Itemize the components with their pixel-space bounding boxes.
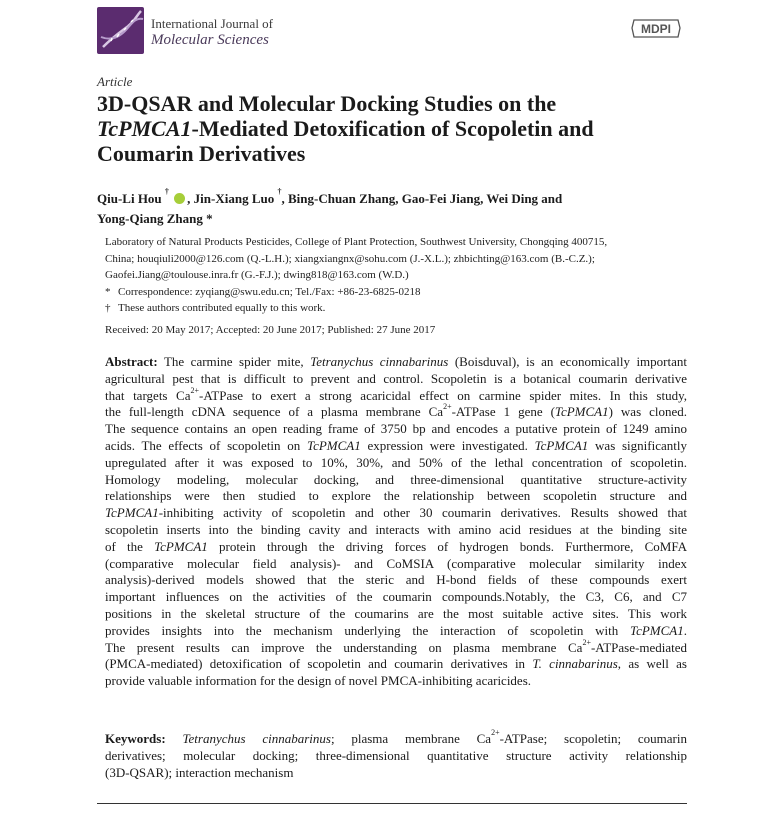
abstract-line bbox=[105, 385, 687, 405]
gene-name: TcPMCA1 bbox=[307, 437, 361, 453]
abstract-line: analysis)-derived models showed that the steric and H-bond fields of these compounds exert bbox=[105, 572, 687, 588]
author-line-2 bbox=[97, 209, 737, 229]
keywords-line bbox=[105, 730, 687, 747]
abstract-line: Homology modeling, molecular docking, and three-dimensional quantitative structure-activity bbox=[105, 471, 687, 487]
abstract-text: The present results can improve the understanding on plasma membrane Ca bbox=[105, 639, 583, 655]
abstract-line: agricultural pest that is difficult to prevent and control. Scopoletin is a botanical coumarin derivative bbox=[105, 370, 687, 386]
mdpi-logo bbox=[631, 18, 681, 39]
ion-charge: 2+ bbox=[443, 402, 452, 412]
abstract-text: the full-length cDNA sequence of a plasma membrane Ca bbox=[105, 404, 444, 420]
abstract-text: The carmine spider mite, bbox=[157, 354, 311, 369]
abstract-text: . bbox=[683, 622, 687, 638]
abstract-line bbox=[105, 623, 687, 640]
publisher-name: MDPI bbox=[641, 22, 671, 36]
title-line-1: 3D-QSAR and Molecular Docking Studies on the bbox=[97, 91, 557, 116]
abstract-text: expression were investigated. bbox=[360, 437, 535, 453]
abstract-line bbox=[105, 354, 687, 371]
abstract-line bbox=[105, 505, 687, 522]
keywords-text: ; plasma membrane Ca bbox=[330, 731, 492, 746]
author-corresponding: Yong-Qiang Zhang bbox=[97, 211, 203, 226]
equal-contribution-line bbox=[105, 300, 705, 317]
corresponding-mark: * bbox=[206, 211, 213, 226]
abstract-text: -inhibiting activity of scopoletin and other 30 coumarin derivatives. Results showed that bbox=[158, 505, 687, 521]
keywords-text: -ATPase; scopoletin; coumarin bbox=[499, 731, 687, 746]
title-line-3: Coumarin Derivatives bbox=[97, 141, 306, 166]
keyword-species: Tetranychus cinnabarinus bbox=[182, 731, 331, 746]
ion-charge: 2+ bbox=[491, 728, 500, 737]
abstract-text: -ATPase 1 gene ( bbox=[451, 404, 555, 420]
orcid-icon[interactable] bbox=[174, 193, 185, 204]
affiliation-line: Gaofei.Jiang@toulouse.inra.fr (G.-F.J.); dwing818@163.com (W.D.) bbox=[105, 269, 409, 282]
species-name: T. cinnabarinus bbox=[532, 656, 618, 672]
abstract-line bbox=[105, 656, 687, 673]
correspondence-mark: * bbox=[105, 285, 111, 298]
title-line-2-rest: -Mediated Detoxification of Scopoletin and bbox=[191, 116, 594, 141]
abstract-text: -ATPase to exert a strong acaricidal effect on carmine spider mites. In this study, bbox=[199, 387, 687, 403]
authors-rest: , Bing-Chuan Zhang, Gao-Fei Jiang, Wei Ding and bbox=[281, 191, 563, 206]
abstract-line: scopoletin inserts into the binding cavity and interacts with amino acid residues at the binding site bbox=[105, 521, 687, 537]
abstract-line: relationships were then studied to explore the relationship between scopoletin structure and bbox=[105, 488, 687, 504]
abstract-line: provide valuable information for the design of novel PMCA-inhibiting acaricides. bbox=[105, 673, 532, 689]
author-list bbox=[97, 189, 737, 229]
affiliation-line: Laboratory of Natural Products Pesticides, College of Plant Protection, Southwest University, Chongqing 400715, bbox=[105, 236, 608, 248]
abstract-text: of the bbox=[105, 538, 155, 554]
abstract-line: positions in the skeletal structure of the coumarins are the most suitable active sites. This work bbox=[105, 605, 687, 621]
correspondence-line bbox=[105, 284, 705, 301]
abstract-text: was significantly bbox=[588, 437, 687, 453]
abstract-label: Abstract: bbox=[105, 354, 158, 369]
publication-dates: Received: 20 May 2017; Accepted: 20 June 2017; Published: 27 June 2017 bbox=[105, 324, 436, 336]
equal-contribution-mark: † bbox=[164, 187, 169, 196]
keywords-line: derivatives; molecular docking; three-dimensional quantitative structure activity relationship bbox=[105, 748, 687, 763]
author-line-1 bbox=[97, 189, 737, 209]
equal-contribution-mark: † bbox=[277, 187, 282, 196]
abstract-text: acids. The effects of scopoletin on bbox=[105, 437, 308, 453]
journal-name bbox=[151, 15, 273, 49]
abstract-text: (Boisduval), is an economically important bbox=[448, 354, 687, 369]
journal-name-line1: International Journal of bbox=[151, 16, 274, 31]
affiliation-line: China; houqiuli2000@126.com (Q.-L.H.); xiangxiangnx@sohu.com (J.-X.L.); zhbichting@163.com (B.-C.Z.); bbox=[105, 252, 595, 265]
keywords-line: (3D-QSAR); interaction mechanism bbox=[105, 765, 294, 780]
correspondence-text: Correspondence: zyqiang@swu.edu.cn; Tel./Fax: +86-23-6825-0218 bbox=[118, 285, 421, 298]
article-type: Article bbox=[97, 74, 133, 89]
affiliation-block bbox=[105, 234, 705, 317]
gene-name: TcPMCA1 bbox=[154, 538, 208, 554]
abstract-text: (PMCA-mediated) detoxification of scopoletin and coumarin derivatives in bbox=[105, 656, 533, 672]
author-2: , Jin-Xiang Luo bbox=[187, 191, 275, 206]
abstract-text: ) was cloned. bbox=[608, 404, 688, 420]
dna-helix-icon bbox=[97, 7, 144, 54]
abstract bbox=[105, 354, 687, 690]
species-name: Tetranychus cinnabarinus bbox=[310, 354, 449, 369]
title-line-2 bbox=[97, 116, 737, 141]
abstract-line bbox=[105, 404, 687, 421]
ion-charge: 2+ bbox=[582, 637, 591, 647]
keywords bbox=[105, 730, 687, 781]
abstract-text: -ATPase-mediated bbox=[590, 639, 687, 655]
author-1: Qiu-Li Hou bbox=[97, 191, 162, 206]
gene-name: TcPMCA1 bbox=[105, 505, 159, 521]
gene-name: TcPMCA1 bbox=[554, 404, 609, 420]
equal-contribution-text: These authors contributed equally to this work. bbox=[118, 302, 326, 315]
gene-name: TcPMCA1 bbox=[630, 622, 684, 638]
abstract-line: important influences on the activities of the coumarin compounds.Notably, the C3, C6, and C7 bbox=[105, 589, 687, 605]
abstract-line: upregulated after it was exposed to 10%, 30%, and 50% of the lethal concentration of scopoletin. bbox=[105, 454, 687, 470]
journal-logo bbox=[97, 7, 144, 54]
abstract-text: provides insights into the mechanism underlying the interaction of scopoletin with bbox=[105, 622, 631, 638]
journal-name-line2: Molecular Sciences bbox=[151, 32, 269, 48]
equal-mark: † bbox=[105, 302, 111, 315]
gene-name: TcPMCA1 bbox=[534, 437, 589, 453]
abstract-line: (comparative molecular field analysis)- and CoMSIA (comparative molecular similarity index bbox=[105, 555, 687, 571]
abstract-text: , as well as bbox=[617, 656, 687, 672]
abstract-text: that targets Ca bbox=[105, 387, 191, 403]
section-divider bbox=[97, 803, 687, 804]
abstract-line bbox=[105, 637, 687, 657]
article-title bbox=[97, 91, 737, 166]
keywords-label: Keywords: bbox=[105, 731, 166, 746]
ion-charge: 2+ bbox=[190, 385, 200, 395]
abstract-line bbox=[105, 539, 687, 556]
abstract-line: The sequence contains an open reading frame of 3750 bp and encodes a putative protein of 1249 amino bbox=[105, 421, 687, 437]
abstract-line bbox=[105, 438, 687, 455]
abstract-text: protein through the driving forces of hydrogen bonds. Furthermore, CoMFA bbox=[207, 538, 687, 554]
title-gene: TcPMCA1 bbox=[97, 116, 192, 141]
